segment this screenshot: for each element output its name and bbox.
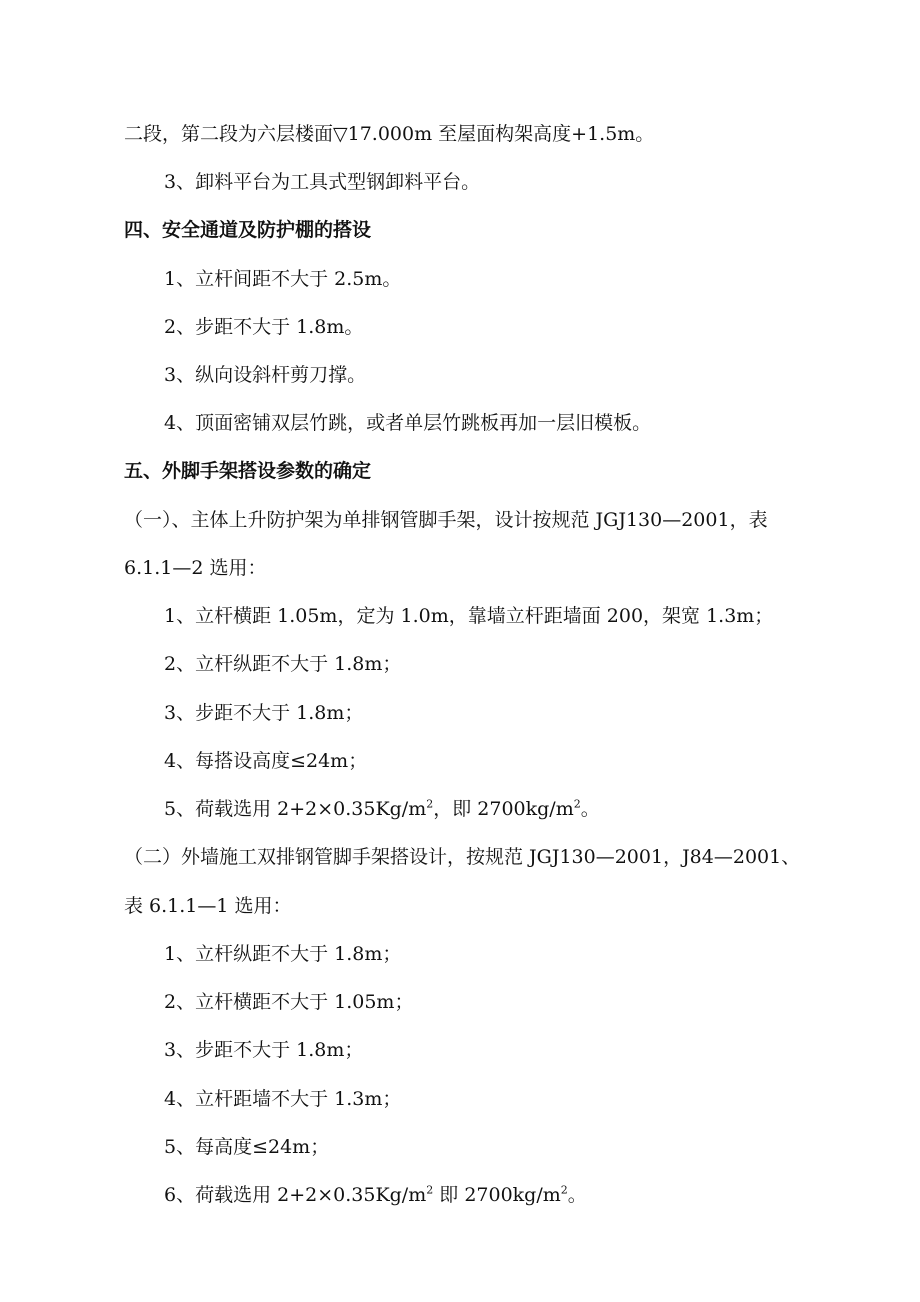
- superscript: 2: [573, 797, 581, 811]
- text-segment: 5、荷载选用 2+2×0.35Kg/m: [164, 798, 427, 820]
- text-segment: ，即 2700kg/m: [433, 798, 574, 820]
- superscript: 2: [426, 797, 434, 811]
- text-line: 2、步距不大于 1.8m。: [164, 316, 364, 338]
- text-line: 3、卸料平台为工具式型钢卸料平台。: [164, 171, 481, 193]
- text-line: [164, 1183, 587, 1207]
- text-line: 3、纵向设斜杆剪刀撑。: [164, 364, 367, 386]
- text-segment: 即 2700kg/m: [433, 1184, 561, 1206]
- text-line: 3、步距不大于 1.8m；: [164, 1039, 364, 1061]
- text-line: 1、立杆间距不大于 2.5m。: [164, 268, 402, 290]
- text-line: 2、立杆纵距不大于 1.8m；: [164, 653, 402, 675]
- text-line: 4、立杆距墙不大于 1.3m；: [164, 1088, 402, 1110]
- text-line: 6.1.1—2 选用：: [124, 557, 267, 579]
- text-line: （二）外墙施工双排钢管脚手架搭设计，按规范 JGJ130—2001，J84—2001、: [124, 846, 801, 868]
- superscript: 2: [560, 1183, 568, 1197]
- section-heading: 四、安全通道及防护棚的搭设: [124, 219, 372, 241]
- text-segment: 6、荷载选用 2+2×0.35Kg/m: [164, 1184, 427, 1206]
- section-heading: 五、外脚手架搭设参数的确定: [124, 460, 372, 482]
- text-line: 2、立杆横距不大于 1.05m；: [164, 991, 414, 1013]
- text-line: 4、每搭设高度≤24m；: [164, 750, 368, 772]
- text-line: 5、每高度≤24m；: [164, 1136, 330, 1158]
- superscript: 2: [426, 1183, 434, 1197]
- text-line: 3、步距不大于 1.8m；: [164, 702, 364, 724]
- text-line: 二段，第二段为六层楼面▽17.000m 至屋面构架高度+1.5m。: [124, 123, 655, 145]
- text-line: 1、立杆横距 1.05m，定为 1.0m，靠墙立杆距墙面 200，架宽 1.3m；: [164, 605, 774, 627]
- text-line: 1、立杆纵距不大于 1.8m；: [164, 943, 402, 965]
- text-line: 4、顶面密铺双层竹跳，或者单层竹跳板再加一层旧模板。: [164, 412, 652, 434]
- text-line: [164, 797, 600, 821]
- text-line: （一）、主体上升防护架为单排钢管脚手架，设计按规范 JGJ130—2001，表: [124, 509, 768, 531]
- text-line: 表 6.1.1—1 选用：: [124, 895, 292, 917]
- text-segment: 。: [567, 1184, 587, 1206]
- text-segment: 。: [580, 798, 600, 820]
